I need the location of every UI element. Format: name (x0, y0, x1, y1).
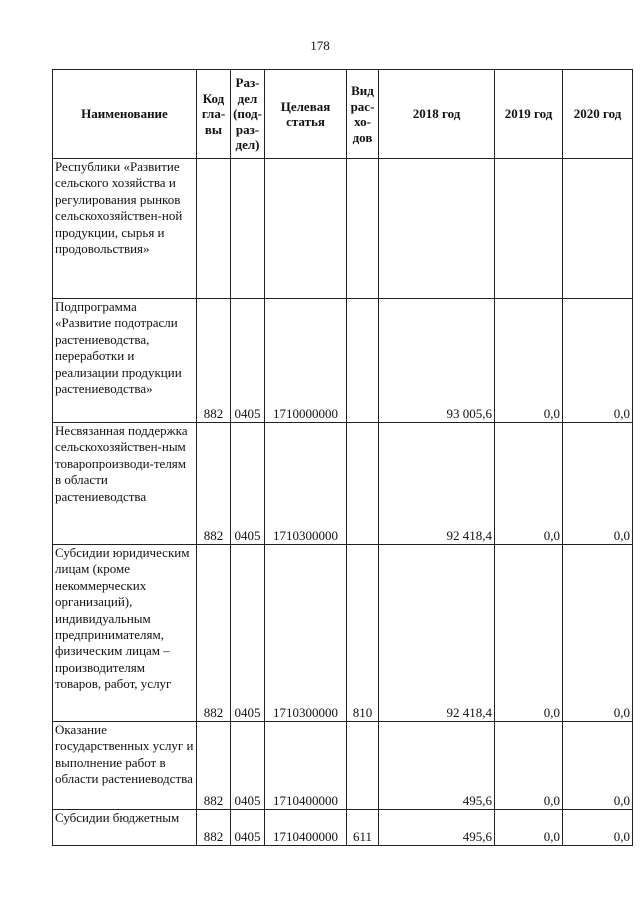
row-vid (347, 299, 379, 423)
header-name: Наименование (53, 70, 197, 159)
row-name: Оказание государственных услуг и выполнение работ в области растениеводства (53, 722, 197, 810)
row-y2020: 0,0 (563, 722, 633, 810)
row-name: Республики «Развитие сельского хозяйства и регулирования рынков сельскохозяйствен-ной продукции, сырья и продовольствия» (53, 159, 197, 299)
row-vid (347, 722, 379, 810)
header-celevaya: Целевая статья (265, 70, 347, 159)
row-vid: 611 (347, 810, 379, 846)
table-row (53, 545, 633, 722)
table-row (53, 810, 633, 846)
row-vid (347, 423, 379, 545)
row-y2018: 495,6 (379, 722, 495, 810)
budget-table (52, 69, 633, 846)
row-y2018: 93 005,6 (379, 299, 495, 423)
row-y2019: 0,0 (495, 299, 563, 423)
row-razdel: 0405 (231, 423, 265, 545)
row-razdel: 0405 (231, 722, 265, 810)
row-razdel: 0405 (231, 810, 265, 846)
row-y2020: 0,0 (563, 810, 633, 846)
row-celevaya (265, 159, 347, 299)
header-kod: Код гла-вы (197, 70, 231, 159)
row-y2020 (563, 159, 633, 299)
row-y2020: 0,0 (563, 299, 633, 423)
row-celevaya: 1710300000 (265, 545, 347, 722)
row-y2020: 0,0 (563, 545, 633, 722)
row-celevaya: 1710000000 (265, 299, 347, 423)
row-kod: 882 (197, 545, 231, 722)
row-y2019: 0,0 (495, 545, 563, 722)
row-y2019: 0,0 (495, 423, 563, 545)
row-y2018: 92 418,4 (379, 545, 495, 722)
table-row (53, 299, 633, 423)
row-razdel (231, 159, 265, 299)
row-kod: 882 (197, 299, 231, 423)
header-vid: Вид рас-хо-дов (347, 70, 379, 159)
row-y2020: 0,0 (563, 423, 633, 545)
header-y2018: 2018 год (379, 70, 495, 159)
row-name: Субсидии бюджетным (53, 810, 197, 846)
page-number: 178 (310, 38, 330, 53)
table-row (53, 423, 633, 545)
header-y2020: 2020 год (563, 70, 633, 159)
row-razdel: 0405 (231, 545, 265, 722)
row-kod (197, 159, 231, 299)
table-row (53, 722, 633, 810)
row-vid (347, 159, 379, 299)
header-razdel: Раз-дел (под-раз-дел) (231, 70, 265, 159)
row-celevaya: 1710400000 (265, 810, 347, 846)
table-row (53, 159, 633, 299)
row-kod: 882 (197, 722, 231, 810)
row-y2018: 495,6 (379, 810, 495, 846)
row-kod: 882 (197, 423, 231, 545)
row-name: Подпрограмма «Развитие подотрасли растениеводства, переработки и реализации продукции растениеводства» (53, 299, 197, 423)
row-razdel: 0405 (231, 299, 265, 423)
row-vid: 810 (347, 545, 379, 722)
row-kod: 882 (197, 810, 231, 846)
row-name: Субсидии юридическим лицам (кроме некоммерческих организаций), индивидуальным предпринимателям, физическим лицам – производителям товаров, работ, услуг (53, 545, 197, 722)
row-celevaya: 1710300000 (265, 423, 347, 545)
row-y2019: 0,0 (495, 722, 563, 810)
row-y2019: 0,0 (495, 810, 563, 846)
row-y2019 (495, 159, 563, 299)
header-y2019: 2019 год (495, 70, 563, 159)
row-celevaya: 1710400000 (265, 722, 347, 810)
row-y2018: 92 418,4 (379, 423, 495, 545)
header-row (53, 70, 633, 159)
row-name: Несвязанная поддержка сельскохозяйствен-ным товаропроизводи-телям в области растениеводства (53, 423, 197, 545)
row-y2018 (379, 159, 495, 299)
